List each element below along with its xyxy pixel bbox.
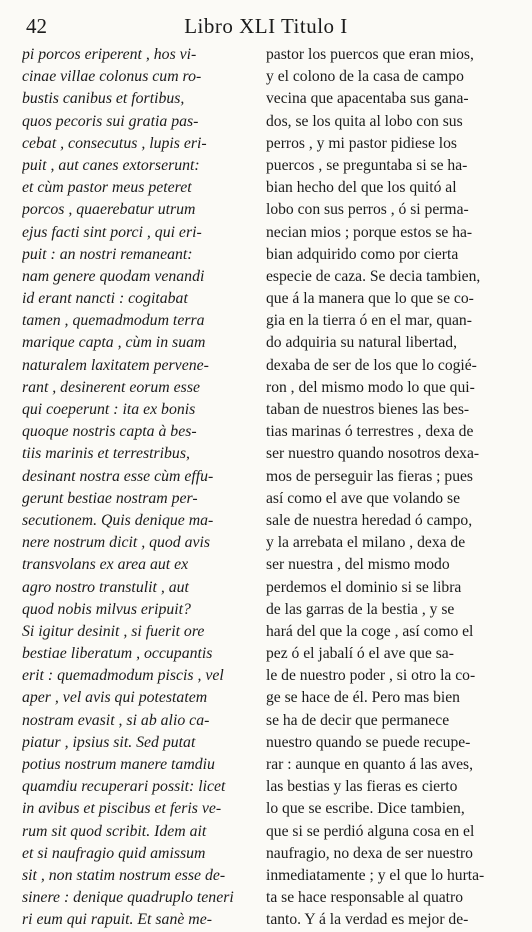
spanish-text-line: así como el ave que volando se [266, 489, 460, 507]
spanish-text-line: se ha de decir que permanece [266, 711, 450, 729]
spanish-text-line: ge se hace de él. Pero mas bien [266, 689, 460, 707]
latin-text-line: marique capta , cùm in suam [22, 334, 206, 352]
latin-text-line: id erant nancti : cogitabat [22, 290, 188, 308]
latin-text-line: nam genere quodam venandi [22, 267, 205, 285]
spanish-text-line: perdemos el dominio si se libra [266, 578, 462, 596]
spanish-text-line: do adquiria su natural libertad, [266, 334, 457, 352]
spanish-text-line: rar : aunque en quanto á las aves, [266, 756, 473, 773]
latin-text-line: in avibus et piscibus et feris ve- [22, 800, 222, 818]
spanish-text-line: taban de nuestros bienes las bes- [266, 401, 470, 418]
latin-text-line: rum sit quod scribit. Idem ait [22, 822, 207, 840]
spanish-text-line: nuestro quando se puede recupe- [266, 733, 471, 751]
latin-text-line: piatur , ipsius sit. Sed putat [22, 733, 196, 751]
spanish-text-line: pastor los puercos que eran mios, [266, 46, 474, 63]
latin-text-line: ejus facti sint porci , qui eri- [22, 223, 202, 241]
latin-text-line: cinae villae colonus cum ro- [22, 68, 202, 86]
latin-text-line: gerunt bestiae nostram per- [22, 489, 198, 507]
latin-text-line: erit : quemadmodum piscis , vel [22, 667, 224, 685]
spanish-text-line: ser nuestra , del mismo modo [266, 556, 450, 574]
spanish-text-line: que á la manera que lo que se co- [266, 290, 474, 308]
latin-text-line: rant , desinerent eorum esse [22, 378, 200, 396]
latin-text-line: quoque nostris capta à bes- [22, 423, 197, 441]
spanish-text-line: puercos , se preguntaba si se ha- [266, 156, 468, 174]
latin-text-line: pi porcos eriperent , hos vi- [22, 46, 197, 63]
spanish-text-line: necian mios ; porque estos se ha- [266, 223, 473, 241]
latin-text-line: nostram evasit , si ab alio ca- [22, 711, 210, 729]
page-header [22, 10, 510, 40]
latin-text-line: et cùm pastor meus peteret [22, 179, 192, 197]
latin-text-line: puit : an nostri remaneant: [22, 245, 193, 263]
spanish-text-line: perros , y mi pastor pidiese los [266, 134, 457, 152]
spanish-text-line: las bestias y las fieras es cierto [266, 778, 458, 796]
spanish-text-line: ta se hace responsable al quatro [266, 889, 464, 907]
spanish-text-line: de las garras de la bestia , y se [266, 600, 455, 618]
spanish-text-line: ron , del mismo modo lo que qui- [266, 378, 475, 396]
latin-text-line: Si igitur desinit , si fuerit ore [22, 622, 205, 640]
latin-text-line: bustis canibus et fortibus, [22, 90, 185, 108]
latin-text-line: puit , aut canes extorserunt: [22, 156, 200, 174]
spanish-column [266, 44, 510, 932]
spanish-text-line: le de nuestro poder , si otro la co- [266, 667, 476, 685]
spanish-text-line: dos, se los quita al lobo con sus [266, 112, 463, 130]
latin-text-line: tiis marinis et terrestribus, [22, 445, 190, 463]
latin-text-line: sit , non statim nostrum esse de- [22, 866, 226, 884]
spanish-text-line: que si se perdió alguna cosa en el [266, 822, 475, 840]
spanish-text-line: hará del que la coge , así como el [266, 622, 474, 640]
spanish-text-line: y la arrebata el milano , dexa de [266, 534, 466, 552]
spanish-text-line: lo que se escribe. Dice tambien, [266, 800, 465, 818]
latin-text-line: potius nostrum manere tamdiu [22, 756, 215, 773]
latin-column [22, 44, 257, 932]
running-title: Libro XLI Titulo I [184, 14, 348, 38]
latin-text-line: aper , vel avis qui potestatem [22, 689, 208, 707]
spanish-text-line: bian hecho del que los quitó al [266, 179, 457, 197]
latin-text-line: agro nostro transtulit , aut [22, 578, 189, 596]
spanish-text-line: especie de caza. Se decia tambien, [266, 267, 481, 285]
spanish-text-line: inmediatamente ; y el que lo hurta- [266, 866, 485, 884]
page-number: 42 [26, 14, 47, 38]
spanish-text-line: gia en la tierra ó en el mar, quan- [266, 312, 472, 330]
spanish-text-line: bian adquirido como por cierta [266, 245, 459, 263]
latin-text-line: naturalem laxitatem pervene- [22, 356, 209, 374]
spanish-text-line: tias marinas ó terrestres , dexa de [266, 423, 474, 441]
spanish-text-line: lobo con sus perros , ó si perma- [266, 201, 469, 219]
latin-text-line: quod nobis milvus eripuit? [22, 600, 191, 618]
spanish-text-line: tanto. Y á la verdad es mejor de- [266, 911, 469, 929]
latin-text-line: transvolans ex area aut ex [22, 556, 189, 574]
latin-text-line: nere nostrum dicit , quod avis [22, 534, 211, 552]
latin-text-line: ri eum qui rapuit. Et sanè me- [22, 911, 212, 929]
spanish-text-line: naufragio, no dexa de ser nuestro [266, 844, 473, 862]
spanish-text-line: dexaba de ser de los que lo cogié- [266, 356, 477, 374]
latin-text-line: quos pecoris sui gratia pas- [22, 112, 199, 130]
latin-text-line: quamdiu recuperari possit: licet [22, 778, 226, 796]
latin-text-line: desinant nostra esse cùm effu- [22, 467, 214, 485]
latin-text-line: tamen , quemadmodum terra [22, 312, 205, 330]
spanish-text-line: sale de nuestra heredad ó campo, [266, 511, 473, 529]
text-columns [22, 44, 510, 929]
latin-text-line: secutionem. Quis denique ma- [22, 511, 214, 529]
spanish-text-line: mos de perseguir las fieras ; pues [266, 467, 473, 485]
spanish-text-line: vecina que apacentaba sus gana- [266, 90, 469, 108]
latin-text-line: sinere : denique quadruplo teneri [22, 889, 234, 907]
spanish-text-line: pez ó el jabalí ó el ave que sa- [266, 645, 454, 663]
latin-text-line: cebat , consecutus , lupis eri- [22, 134, 207, 152]
latin-text-line: et si naufragio quid amissum [22, 844, 206, 862]
latin-text-line: qui coeperunt : ita ex bonis [22, 401, 196, 418]
spanish-text-line: ser nuestro quando nosotros dexa- [266, 445, 480, 463]
latin-text-line: porcos , quaerebatur utrum [22, 201, 196, 219]
spanish-text-line: y el colono de la casa de campo [266, 68, 464, 86]
latin-text-line: bestiae liberatum , occupantis [22, 645, 213, 663]
